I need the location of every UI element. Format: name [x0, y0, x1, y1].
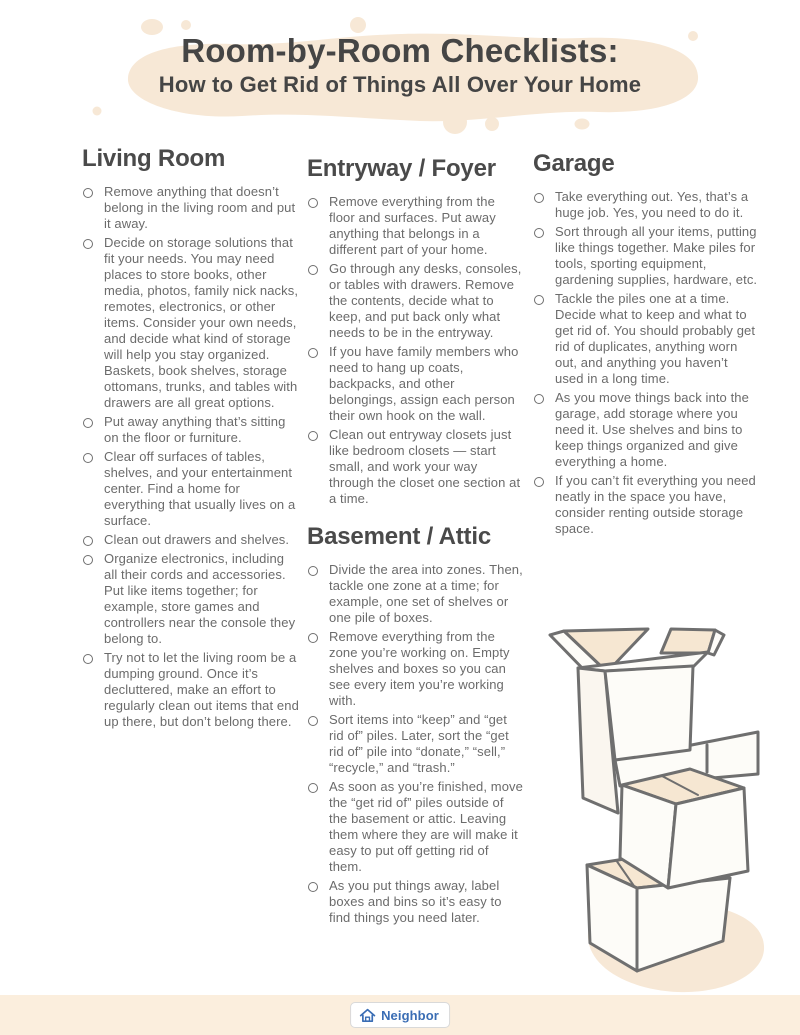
checkbox-circle-icon [534, 477, 544, 487]
checklist-item [533, 291, 759, 387]
checklist-item [307, 878, 524, 926]
dot-icon [181, 20, 191, 30]
column-entryway-basement [307, 155, 524, 929]
stacked-boxes-illustration [530, 598, 790, 998]
checklist [307, 194, 524, 507]
checklist-item [533, 224, 759, 288]
checklist-item-text: Remove everything from the zone you’re working on. Empty shelves and boxes so you can see every item you’re working with. [329, 629, 510, 708]
checkbox-circle-icon [534, 394, 544, 404]
dot-icon [485, 117, 499, 131]
section-basement-attic [307, 523, 524, 926]
checklist-item-text: Remove anything that doesn’t belong in the living room and put it away. [104, 184, 296, 231]
box-side [668, 788, 748, 888]
checkbox-circle-icon [308, 882, 318, 892]
column-living-room [82, 145, 301, 733]
checkbox-circle-icon [83, 453, 93, 463]
checkbox-circle-icon [308, 566, 318, 576]
checklist-item [307, 427, 524, 507]
box-front [605, 666, 693, 760]
checklist-item-text: Take everything out. Yes, that’s a huge job. Yes, you need to do it. [555, 189, 749, 220]
checklist-item [307, 629, 524, 709]
checklist-item [533, 390, 759, 470]
checkbox-circle-icon [534, 228, 544, 238]
checklist-item-text: If you can’t fit everything you need neatly in the space you have, consider renting outside storage space. [555, 473, 756, 536]
header [0, 33, 800, 98]
section-entryway-foyer [307, 155, 524, 507]
section-title: Garage [533, 150, 615, 177]
dot-icon [350, 17, 366, 33]
checkbox-circle-icon [308, 348, 318, 358]
page-subtitle: How to Get Rid of Things All Over Your Home [158, 72, 642, 97]
checklist-item [82, 235, 301, 411]
checklist-item [307, 779, 524, 875]
checklist-item-text: Divide the area into zones. Then, tackle one zone at a time; for example, one set of shelves or one pile of boxes. [329, 562, 523, 625]
checklist-item [82, 650, 301, 730]
checklist-item-text: Sort items into “keep” and “get rid of” piles. Later, sort the “get rid of” pile into “donate,” “sell,” “recycle,” and “trash.” [329, 712, 509, 775]
checklist-item [533, 473, 759, 537]
checklist-item [307, 344, 524, 424]
section-title: Entryway / Foyer [307, 155, 496, 182]
brand-label: Neighbor [381, 1007, 439, 1023]
checkbox-circle-icon [308, 198, 318, 208]
checkbox-circle-icon [308, 431, 318, 441]
checklist-item-text: Decide on storage solutions that fit your needs. You may need places to store books, other media, photos, family nick nacks, remotes, electronics, or other items. Consider your own needs, and decide what kind of storage will help you stay organized. Baskets, book shelves, storage ottomans, trunks, and tables with drawers are all great options. [104, 235, 299, 410]
neighbor-logo[interactable] [350, 1002, 450, 1028]
checklist-item-text: Organize electronics, including all their cords and accessories. Put like items together; for example, store games and controllers near the console they belong to. [104, 551, 296, 646]
checklist-item-text: As you move things back into the garage, add storage where you need it. Use shelves and bins to keep things organized and give everything a home. [555, 390, 749, 469]
checklist-item-text: As you put things away, label boxes and bins so it’s easy to find things you need later. [329, 878, 502, 925]
dot-icon [93, 107, 102, 116]
checklist-item-text: Remove everything from the floor and surfaces. Put away anything that belongs in a different part of your home. [329, 194, 496, 257]
checklist-item [82, 532, 301, 548]
checkbox-circle-icon [83, 188, 93, 198]
checklist-item-text: Sort through all your items, putting like things together. Make piles for tools, sporting equipment, gardening supplies, hardware, etc. [555, 224, 758, 287]
checklist-item [307, 562, 524, 626]
checklist-item-text: Clean out drawers and shelves. [104, 532, 290, 547]
checklist-item [82, 414, 301, 446]
section-garage [533, 150, 759, 537]
section-living-room [82, 145, 301, 730]
checkbox-circle-icon [308, 265, 318, 275]
checklist-item-text: If you have family members who need to hang up coats, backpacks, and other belongings, assign each person their own hook on the wall. [329, 344, 519, 423]
checklist-item [82, 551, 301, 647]
dot-icon [575, 119, 590, 130]
checklist-item-text: Clear off surfaces of tables, shelves, and your entertainment center. Find a home for everything that usually lives on a surface. [104, 449, 296, 528]
checkbox-circle-icon [534, 295, 544, 305]
checklist-item [533, 189, 759, 221]
checklist-item-text: Clean out entryway closets just like bedroom closets — start small, and work your way through the closet one section at a time. [329, 427, 521, 506]
page-title: Room-by-Room Checklists: [181, 32, 619, 69]
checklist-item-text: Go through any desks, consoles, or tables with drawers. Remove the contents, decide what to keep, and put back only what needs to be in the entryway. [329, 261, 522, 340]
section-title: Living Room [82, 145, 226, 172]
checklist-item-text: As soon as you’re finished, move the “get rid of” piles outside of the basement or attic. Leaving them where they are will make it easy to put off getting rid of them. [329, 779, 523, 874]
checklist-item [82, 184, 301, 232]
checkbox-circle-icon [308, 633, 318, 643]
checklist-item-text: Try not to let the living room be a dumping ground. Once it’s decluttered, make an effort to regularly clean out items that end up there, but don’t belong there. [104, 650, 299, 729]
checkbox-circle-icon [83, 536, 93, 546]
section-title: Basement / Attic [307, 523, 491, 550]
footer-bar [0, 995, 800, 1035]
checkbox-circle-icon [308, 716, 318, 726]
checklist-item [307, 712, 524, 776]
checklist-item-text: Put away anything that’s sitting on the floor or furniture. [104, 414, 286, 445]
checklist-item [307, 194, 524, 258]
dot-icon [443, 110, 467, 134]
house-icon [359, 1007, 376, 1023]
checklist-item [307, 261, 524, 341]
checklist [307, 562, 524, 926]
checkbox-circle-icon [83, 654, 93, 664]
checklist-item-text: Tackle the piles one at a time. Decide what to keep and what to get rid of. You should probably get rid of duplicates, anything worn out, and anything you haven’t used in a long time. [555, 291, 756, 386]
checklist [82, 184, 301, 730]
checkbox-circle-icon [534, 193, 544, 203]
checkbox-circle-icon [83, 239, 93, 249]
checklist [533, 189, 759, 537]
checklist-item [82, 449, 301, 529]
box-flap-inner [661, 629, 715, 653]
checkbox-circle-icon [308, 783, 318, 793]
checkbox-circle-icon [83, 418, 93, 428]
checkbox-circle-icon [83, 555, 93, 565]
column-garage [533, 150, 759, 540]
